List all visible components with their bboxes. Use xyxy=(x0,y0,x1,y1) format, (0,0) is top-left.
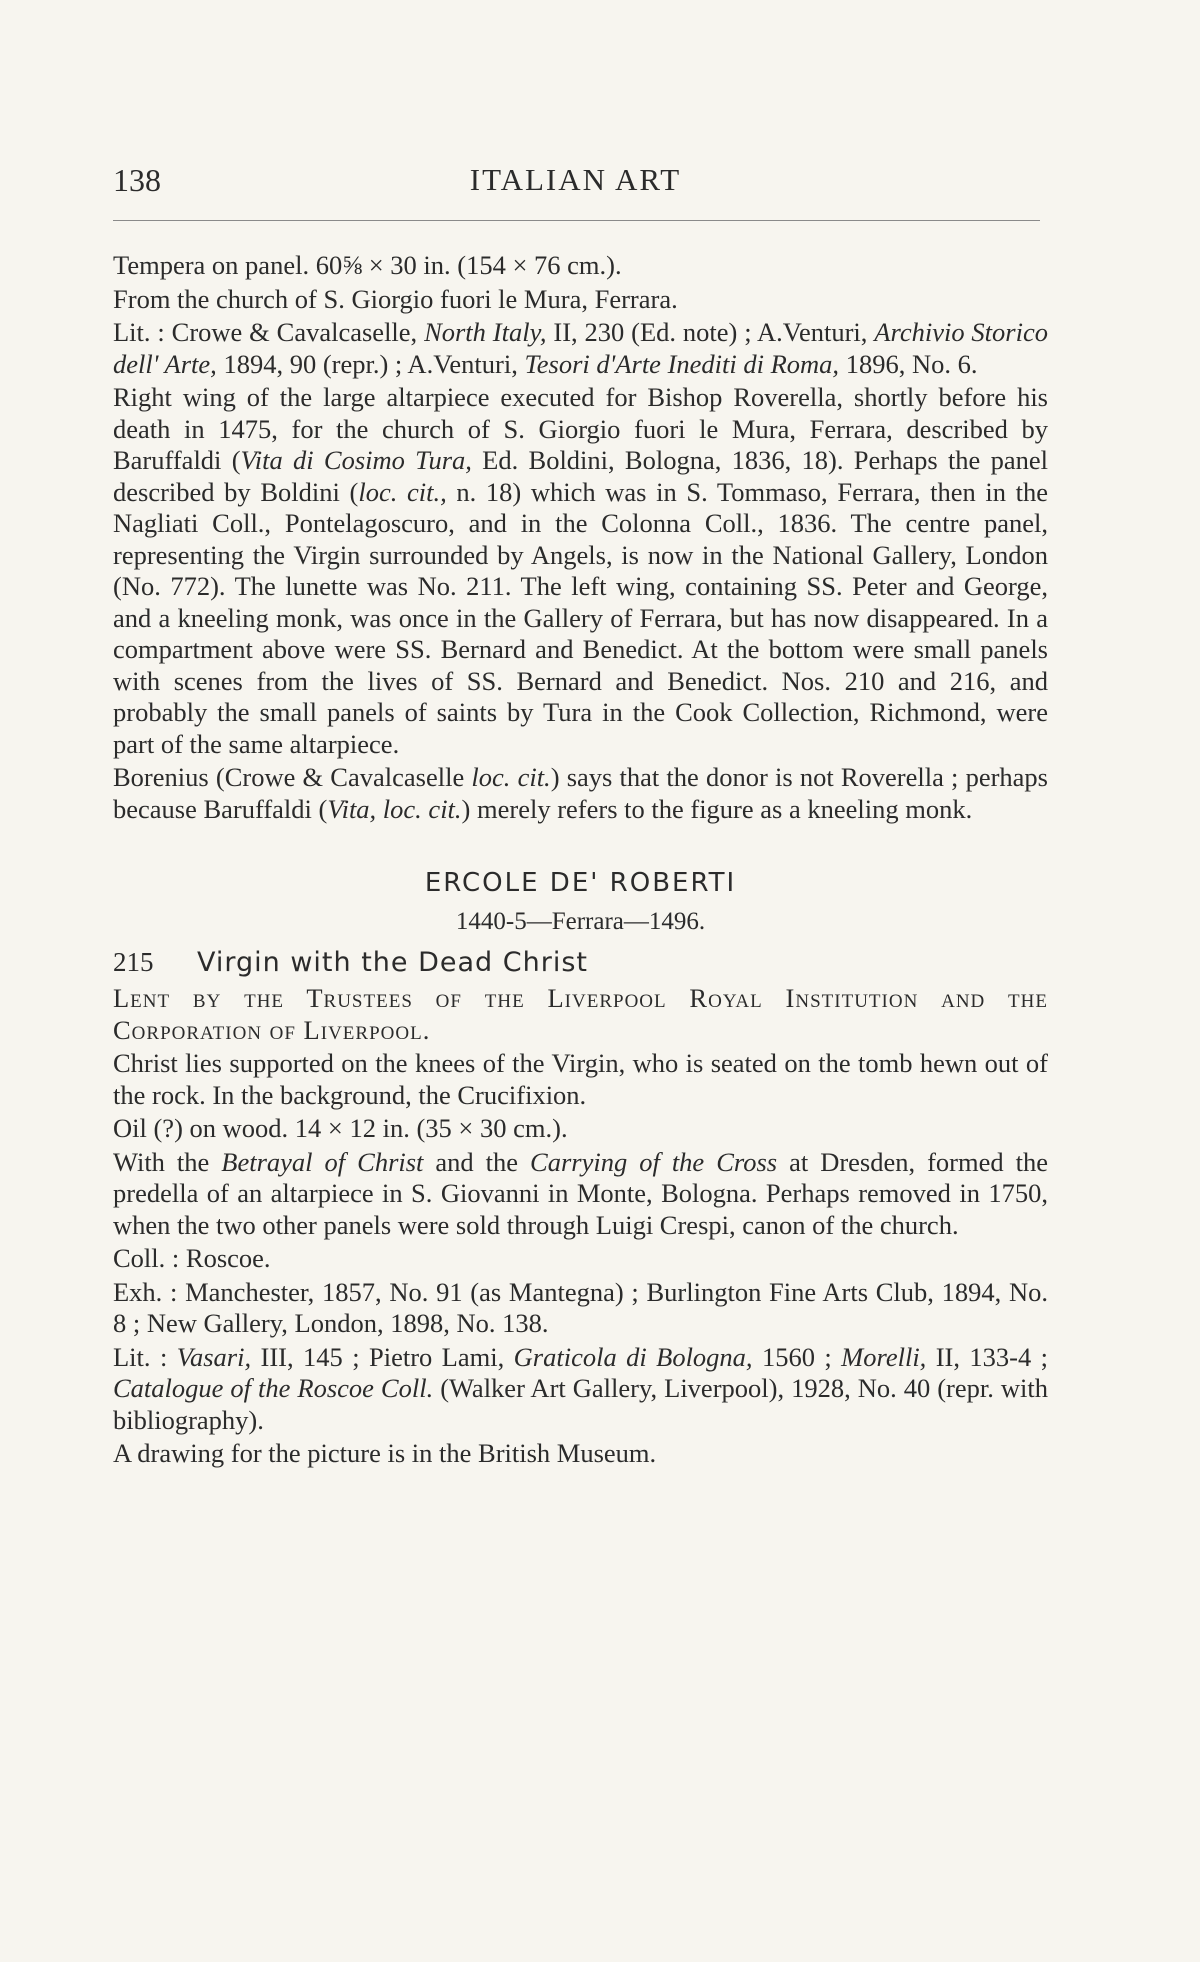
header-rule xyxy=(113,220,1040,221)
entry-214-borenius-note xyxy=(113,762,1048,825)
entry-215-collection: Coll. : Roscoe. xyxy=(113,1243,271,1273)
predella-text: at Dresden, formed the predella of an altarpiece in S. Giovanni in Monte, Bologna. Perhaps removed in 1750, when the two other panels were sold through Luigi Crespi, canon of the church. xyxy=(113,1146,1048,1240)
lit-title: Archivio Storico dell' Arte, xyxy=(113,317,1048,379)
entry-214-provenance: From the church of S. Giorgio fuori le Mura, Ferrara. xyxy=(113,283,678,314)
lit-title: Catalogue of the Roscoe Coll. xyxy=(113,1373,434,1403)
page-number: 138 xyxy=(113,162,161,198)
lit-title: Tesori d'Arte Inediti di Roma, xyxy=(524,348,840,379)
predella-text: With the xyxy=(113,1146,222,1177)
entry-number: 215 xyxy=(113,947,154,977)
lit-text: Crowe & Cavalcaselle, xyxy=(171,317,425,347)
note-title: Vita, loc. cit. xyxy=(327,793,462,824)
entry-215-exhibitions: Exh. : Manchester, 1857, No. 91 (as Mantegna) ; Burlington Fine Arts Club, 1894, No. 8 ; New Gallery, London, 1898, No. 138. xyxy=(113,1276,1048,1338)
page-body xyxy=(113,250,1048,1472)
predella-title: Betrayal of Christ xyxy=(221,1146,424,1177)
desc-title: Vita di Cosimo Tura, xyxy=(240,445,472,475)
desc-text: Right wing of the large altarpiece executed for Bishop Roverella, shortly before his death in 1475, for the church of S. Giorgio fuori le Mura, Ferrara, described by Baruffaldi ( xyxy=(113,382,1048,475)
lit-label: Lit. : xyxy=(113,1341,177,1372)
running-head xyxy=(113,162,1038,202)
desc-title: loc. cit., xyxy=(358,476,447,507)
predella-title: Carrying of the Cross xyxy=(530,1146,778,1177)
lit-title: Vasari, xyxy=(176,1341,252,1372)
note-text: ) says that the donor is not Roverella ; perhaps because Baruffaldi ( xyxy=(113,762,1048,824)
entry-214-medium: Tempera on panel. 60⅝ × 30 in. (154 × 76 cm.). xyxy=(113,250,622,280)
entry-214-literature xyxy=(113,317,1048,380)
lit-label: Lit. : xyxy=(113,317,172,347)
lit-text: II, 133-4 ; xyxy=(926,1341,1049,1372)
lit-text: III, 145 ; Pietro Lami, xyxy=(251,1341,514,1372)
desc-text: Ed. Boldini, Bologna, 1836, 18). Perhaps the panel described by Boldini ( xyxy=(113,445,1048,507)
note-title: loc. cit. xyxy=(471,762,551,792)
lit-text: 1560 ; xyxy=(752,1341,842,1372)
lit-title: Graticola di Bologna, xyxy=(513,1341,753,1372)
entry-215-heading xyxy=(113,941,1048,983)
predella-text: and the xyxy=(423,1146,531,1177)
entry-215-drawing-note: A drawing for the picture is in the British Museum. xyxy=(113,1438,657,1468)
lit-title: Morelli, xyxy=(841,1341,927,1372)
page-header-title: ITALIAN ART xyxy=(469,162,682,197)
entry-215-predella xyxy=(113,1147,1048,1242)
entry-214-description xyxy=(113,382,1048,760)
artist-dates: 1440-5—Ferrara—1496. xyxy=(455,908,706,935)
note-text: Borenius (Crowe & Cavalcaselle xyxy=(113,762,472,792)
lit-text: (Walker Art Gallery, Liverpool), 1928, No. 40 (repr. with bibliography). xyxy=(113,1373,1048,1435)
lit-title: North Italy, xyxy=(424,317,547,347)
artist-name: ERCOLE DE' ROBERTI xyxy=(424,868,737,898)
entry-215-lender: Lent by the Trustees of the Liverpool Royal Institution and the Corporation of Liverpool. xyxy=(113,983,1048,1045)
lit-text: 1894, 90 (repr.) ; A.Venturi, xyxy=(216,348,525,379)
entry-215-medium: Oil (?) on wood. 14 × 12 in. (35 × 30 cm.). xyxy=(113,1113,568,1143)
lit-text: II, 230 (Ed. note) ; A.Venturi, xyxy=(546,317,875,347)
entry-215-description: Christ lies supported on the knees of the Virgin, who is seated on the tomb hewn out of the rock. In the background, the Crucifixion. xyxy=(113,1048,1048,1110)
entry-215-literature xyxy=(113,1342,1048,1437)
lit-text: 1896, No. 6. xyxy=(839,348,978,379)
note-text: ) merely refers to the figure as a kneeling monk. xyxy=(461,793,973,824)
desc-text: n. 18) which was in S. Tommaso, Ferrara, then in the Nagliati Coll., Pontelagoscuro, and in the Colonna Coll., 1836. The centre panel, representing the Virgin surrounded by Angels, is now in the National Gallery, London (No. 772). The lunette was No. 211. The left wing, containing SS. Peter and George, and a kneeling monk, was once in the Gallery of Ferrara, but has now disappeared. In a compartment above were SS. Bernard and Benedict. At the bottom were small panels with scenes from the lives of SS. Bernard and Benedict. Nos. 210 and 216, and probably the small panels of saints by Tura in the Cook Collection, Richmond, were part of the same altarpiece. xyxy=(113,476,1049,759)
entry-title: Virgin with the Dead Christ xyxy=(197,947,588,978)
